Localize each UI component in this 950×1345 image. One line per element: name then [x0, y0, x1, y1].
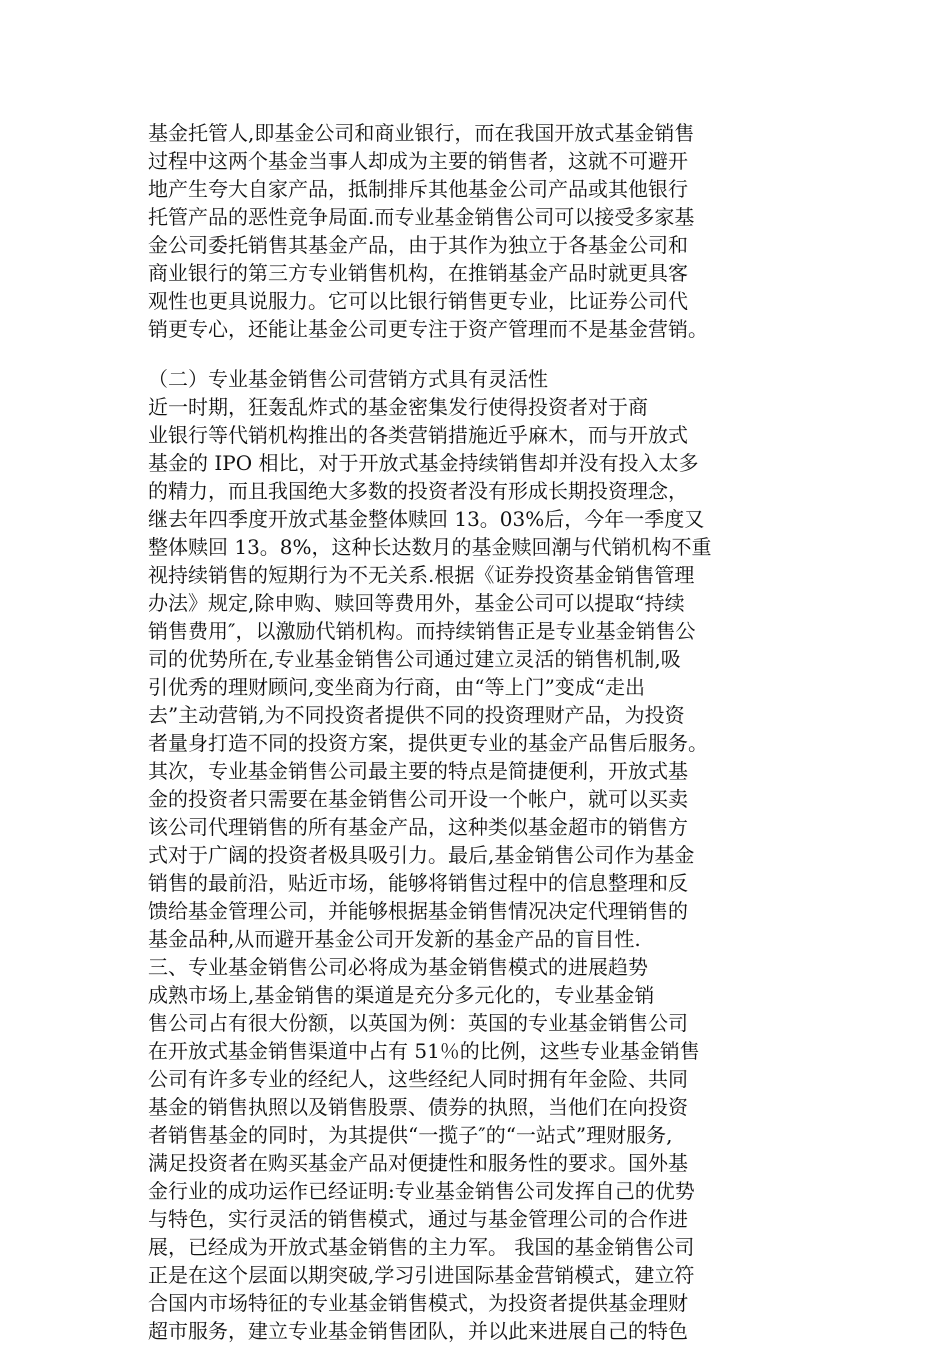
text-line: 售公司占有很大份额，以英国为例：英国的专业基金销售公司: [148, 1011, 688, 1035]
text-line: 金的投资者只需要在基金销售公司开设一个帐户，就可以买卖: [148, 787, 688, 811]
text-line: 司的优势所在,专业基金销售公司通过建立灵活的销售机制,吸: [148, 647, 681, 671]
text-line: 式对于广阔的投资者极具吸引力。最后,基金销售公司作为基金: [148, 843, 695, 867]
text-line: 业银行等代销机构推出的各类营销措施近乎麻木，而与开放式: [148, 423, 688, 447]
text-line: 基金品种,从而避开基金公司开发新的基金产品的盲目性.: [148, 927, 641, 951]
text-line: 展，已经成为开放式基金销售的主力军。 我国的基金销售公司: [148, 1235, 695, 1259]
text-line: 引优秀的理财顾问,变坐商为行商，由“等上门”变成“走出: [148, 675, 646, 699]
text-line: 公司有许多专业的经纪人，这些经纪人同时拥有年金险、共同: [148, 1067, 688, 1091]
text-line: 继去年四季度开放式基金整体赎回 13。03%后，今年一季度又: [148, 507, 705, 531]
text-line: 基金的 IPO 相比，对于开放式基金持续销售却并没有投入太多: [148, 451, 699, 475]
text-line: 超市服务，建立专业基金销售团队，并以此来进展自己的特色: [148, 1319, 688, 1343]
text-line: 者量身打造不同的投资方案，提供更专业的基金产品售后服务。: [148, 731, 708, 755]
text-line: 视持续销售的短期行为不无关系.根据《证券投资基金销售管理: [148, 563, 695, 587]
text-line: 销售费用″，以激励代销机构。而持续销售正是专业基金销售公: [148, 619, 696, 643]
text-line: 去”主动营销,为不同投资者提供不同的投资理财产品，为投资: [148, 703, 685, 727]
text-line: 销售的最前沿，贴近市场，能够将销售过程中的信息整理和反: [148, 871, 688, 895]
text-line: 托管产品的恶性竞争局面.而专业基金销售公司可以接受多家基: [148, 205, 695, 229]
text-line: 基金的销售执照以及销售股票、债券的执照，当他们在向投资: [148, 1095, 688, 1119]
text-line: 地产生夸大自家产品，抵制排斥其他基金公司产品或其他银行: [148, 177, 688, 201]
text-line: 该公司代理销售的所有基金产品，这种类似基金超市的销售方: [148, 815, 688, 839]
text-line: 满足投资者在购买基金产品对便捷性和服务性的要求。国外基: [148, 1151, 688, 1175]
text-line: 在开放式基金销售渠道中占有 51％的比例，这些专业基金销售: [148, 1039, 700, 1063]
text-line: 金公司委托销售其基金产品，由于其作为独立于各基金公司和: [148, 233, 688, 257]
text-line: 近一时期，狂轰乱炸式的基金密集发行使得投资者对于商: [148, 395, 648, 419]
text-line: 整体赎回 13。8%，这种长达数月的基金赎回潮与代销机构不重: [148, 535, 712, 559]
document-body: [148, 119, 808, 1345]
text-line: 销更专心，还能让基金公司更专注于资产管理而不是基金营销。: [148, 317, 708, 341]
text-line: 的精力，而且我国绝大多数的投资者没有形成长期投资理念，: [148, 479, 688, 503]
paragraph-gap: [148, 343, 808, 365]
text-line: 办法》规定,除申购、赎回等费用外，基金公司可以提取“持续: [148, 591, 685, 615]
text-line: 基金托管人,即基金公司和商业银行，而在我国开放式基金销售: [148, 121, 695, 145]
text-line: 者销售基金的同时，为其提供“一揽子″的“一站式”理财服务,: [148, 1123, 673, 1147]
text-line: 合国内市场特征的专业基金销售模式，为投资者提供基金理财: [148, 1291, 688, 1315]
text-line: 过程中这两个基金当事人却成为主要的销售者，这就不可避开: [148, 149, 688, 173]
text-line: 馈给基金管理公司，并能够根据基金销售情况决定代理销售的: [148, 899, 688, 923]
text-line: 与特色，实行灵活的销售模式，通过与基金管理公司的合作进: [148, 1207, 688, 1231]
text-line: 金行业的成功运作已经证明:专业基金销售公司发挥自己的优势: [148, 1179, 695, 1203]
text-line: 成熟市场上,基金销售的渠道是充分多元化的，专业基金销: [148, 983, 655, 1007]
section-heading: （二）专业基金销售公司营销方式具有灵活性: [148, 367, 548, 391]
text-line: 观性也更具说服力。它可以比银行销售更专业，比证券公司代: [148, 289, 688, 313]
text-line: 正是在这个层面以期突破,学习引进国际基金营销模式，建立符: [148, 1263, 695, 1287]
text-line: 其次，专业基金销售公司最主要的特点是简捷便利，开放式基: [148, 759, 688, 783]
section-heading: 三、专业基金销售公司必将成为基金销售模式的进展趋势: [148, 955, 648, 979]
text-line: 商业银行的第三方专业销售机构，在推销基金产品时就更具客: [148, 261, 688, 285]
